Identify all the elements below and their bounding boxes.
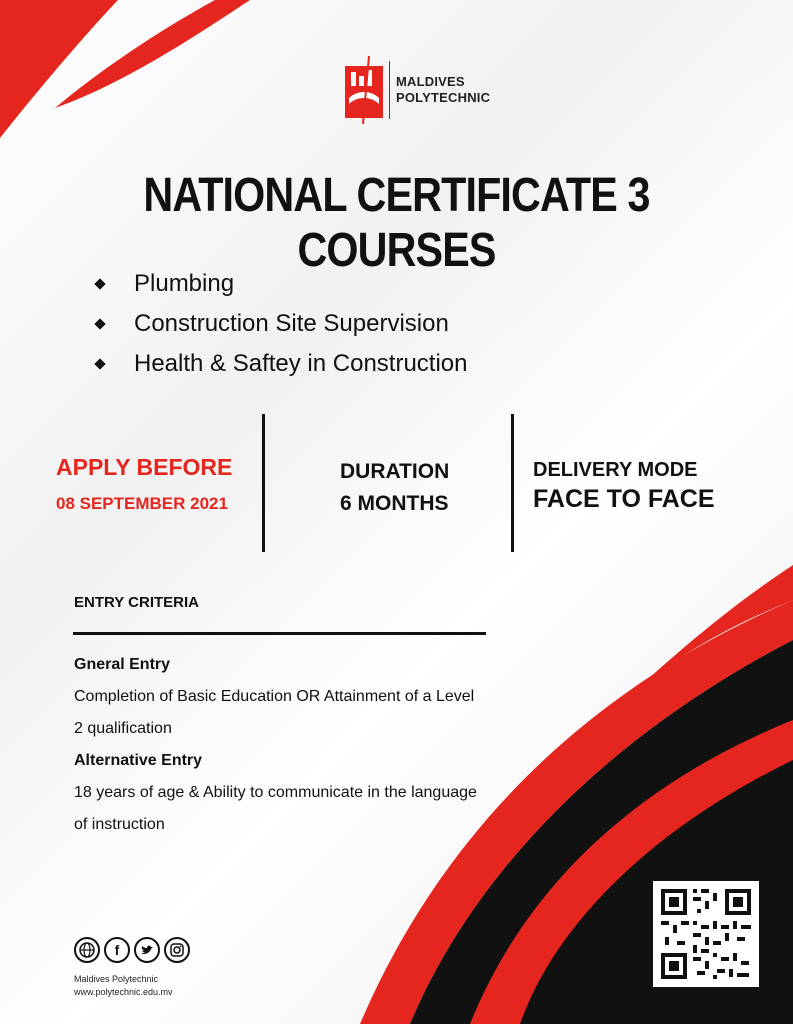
course-label: Construction Site Supervision [134, 310, 449, 337]
apply-before-label: APPLY BEFORE [56, 454, 233, 480]
apply-before-date: 08 SEPTEMBER 2021 [56, 494, 228, 513]
duration-label: DURATION [340, 460, 450, 483]
twitter-icon[interactable] [134, 937, 160, 963]
entry-criteria-rule [73, 632, 486, 635]
course-item [96, 264, 468, 304]
bullet-icon [94, 358, 105, 369]
course-item [96, 304, 468, 344]
info-divider [511, 414, 514, 552]
course-item [96, 344, 468, 384]
bullet-icon [94, 318, 105, 329]
alternative-entry-text: 18 years of age & Ability to communicate in the language of instruction [74, 784, 477, 833]
brand-line-2: POLYTECHNIC [396, 90, 491, 105]
footer-website[interactable]: www.polytechnic.edu.mv [74, 987, 173, 997]
general-entry-title: Gneral Entry [74, 656, 171, 673]
bullet-icon [94, 278, 105, 289]
logo-divider [389, 61, 390, 119]
info-divider [262, 414, 265, 552]
globe-icon[interactable] [74, 937, 100, 963]
footer-org-name: Maldives Polytechnic [74, 974, 159, 984]
facebook-icon[interactable]: f [104, 937, 130, 963]
entry-criteria-heading: ENTRY CRITERIA [74, 594, 200, 611]
delivery-mode-value: FACE TO FACE [533, 485, 715, 513]
delivery-mode-label: DELIVERY MODE [533, 459, 698, 481]
page-title: NATIONAL CERTIFICATE 3 COURSES [143, 169, 650, 277]
general-entry-text: Completion of Basic Education OR Attainment of a Level 2 qualification [74, 688, 475, 737]
course-label: Plumbing [134, 270, 235, 297]
alternative-entry-title: Alternative Entry [74, 752, 203, 769]
brand-name [396, 74, 490, 106]
brand-logo [343, 56, 490, 124]
social-links [74, 937, 190, 963]
polytechnic-logo-icon [343, 56, 385, 124]
course-label: Health & Saftey in Construction [134, 350, 468, 377]
instagram-icon[interactable] [164, 937, 190, 963]
course-list [96, 264, 468, 384]
duration-value: 6 MONTHS [340, 492, 449, 515]
qr-code [653, 881, 759, 987]
brand-line-1: MALDIVES [396, 74, 465, 89]
